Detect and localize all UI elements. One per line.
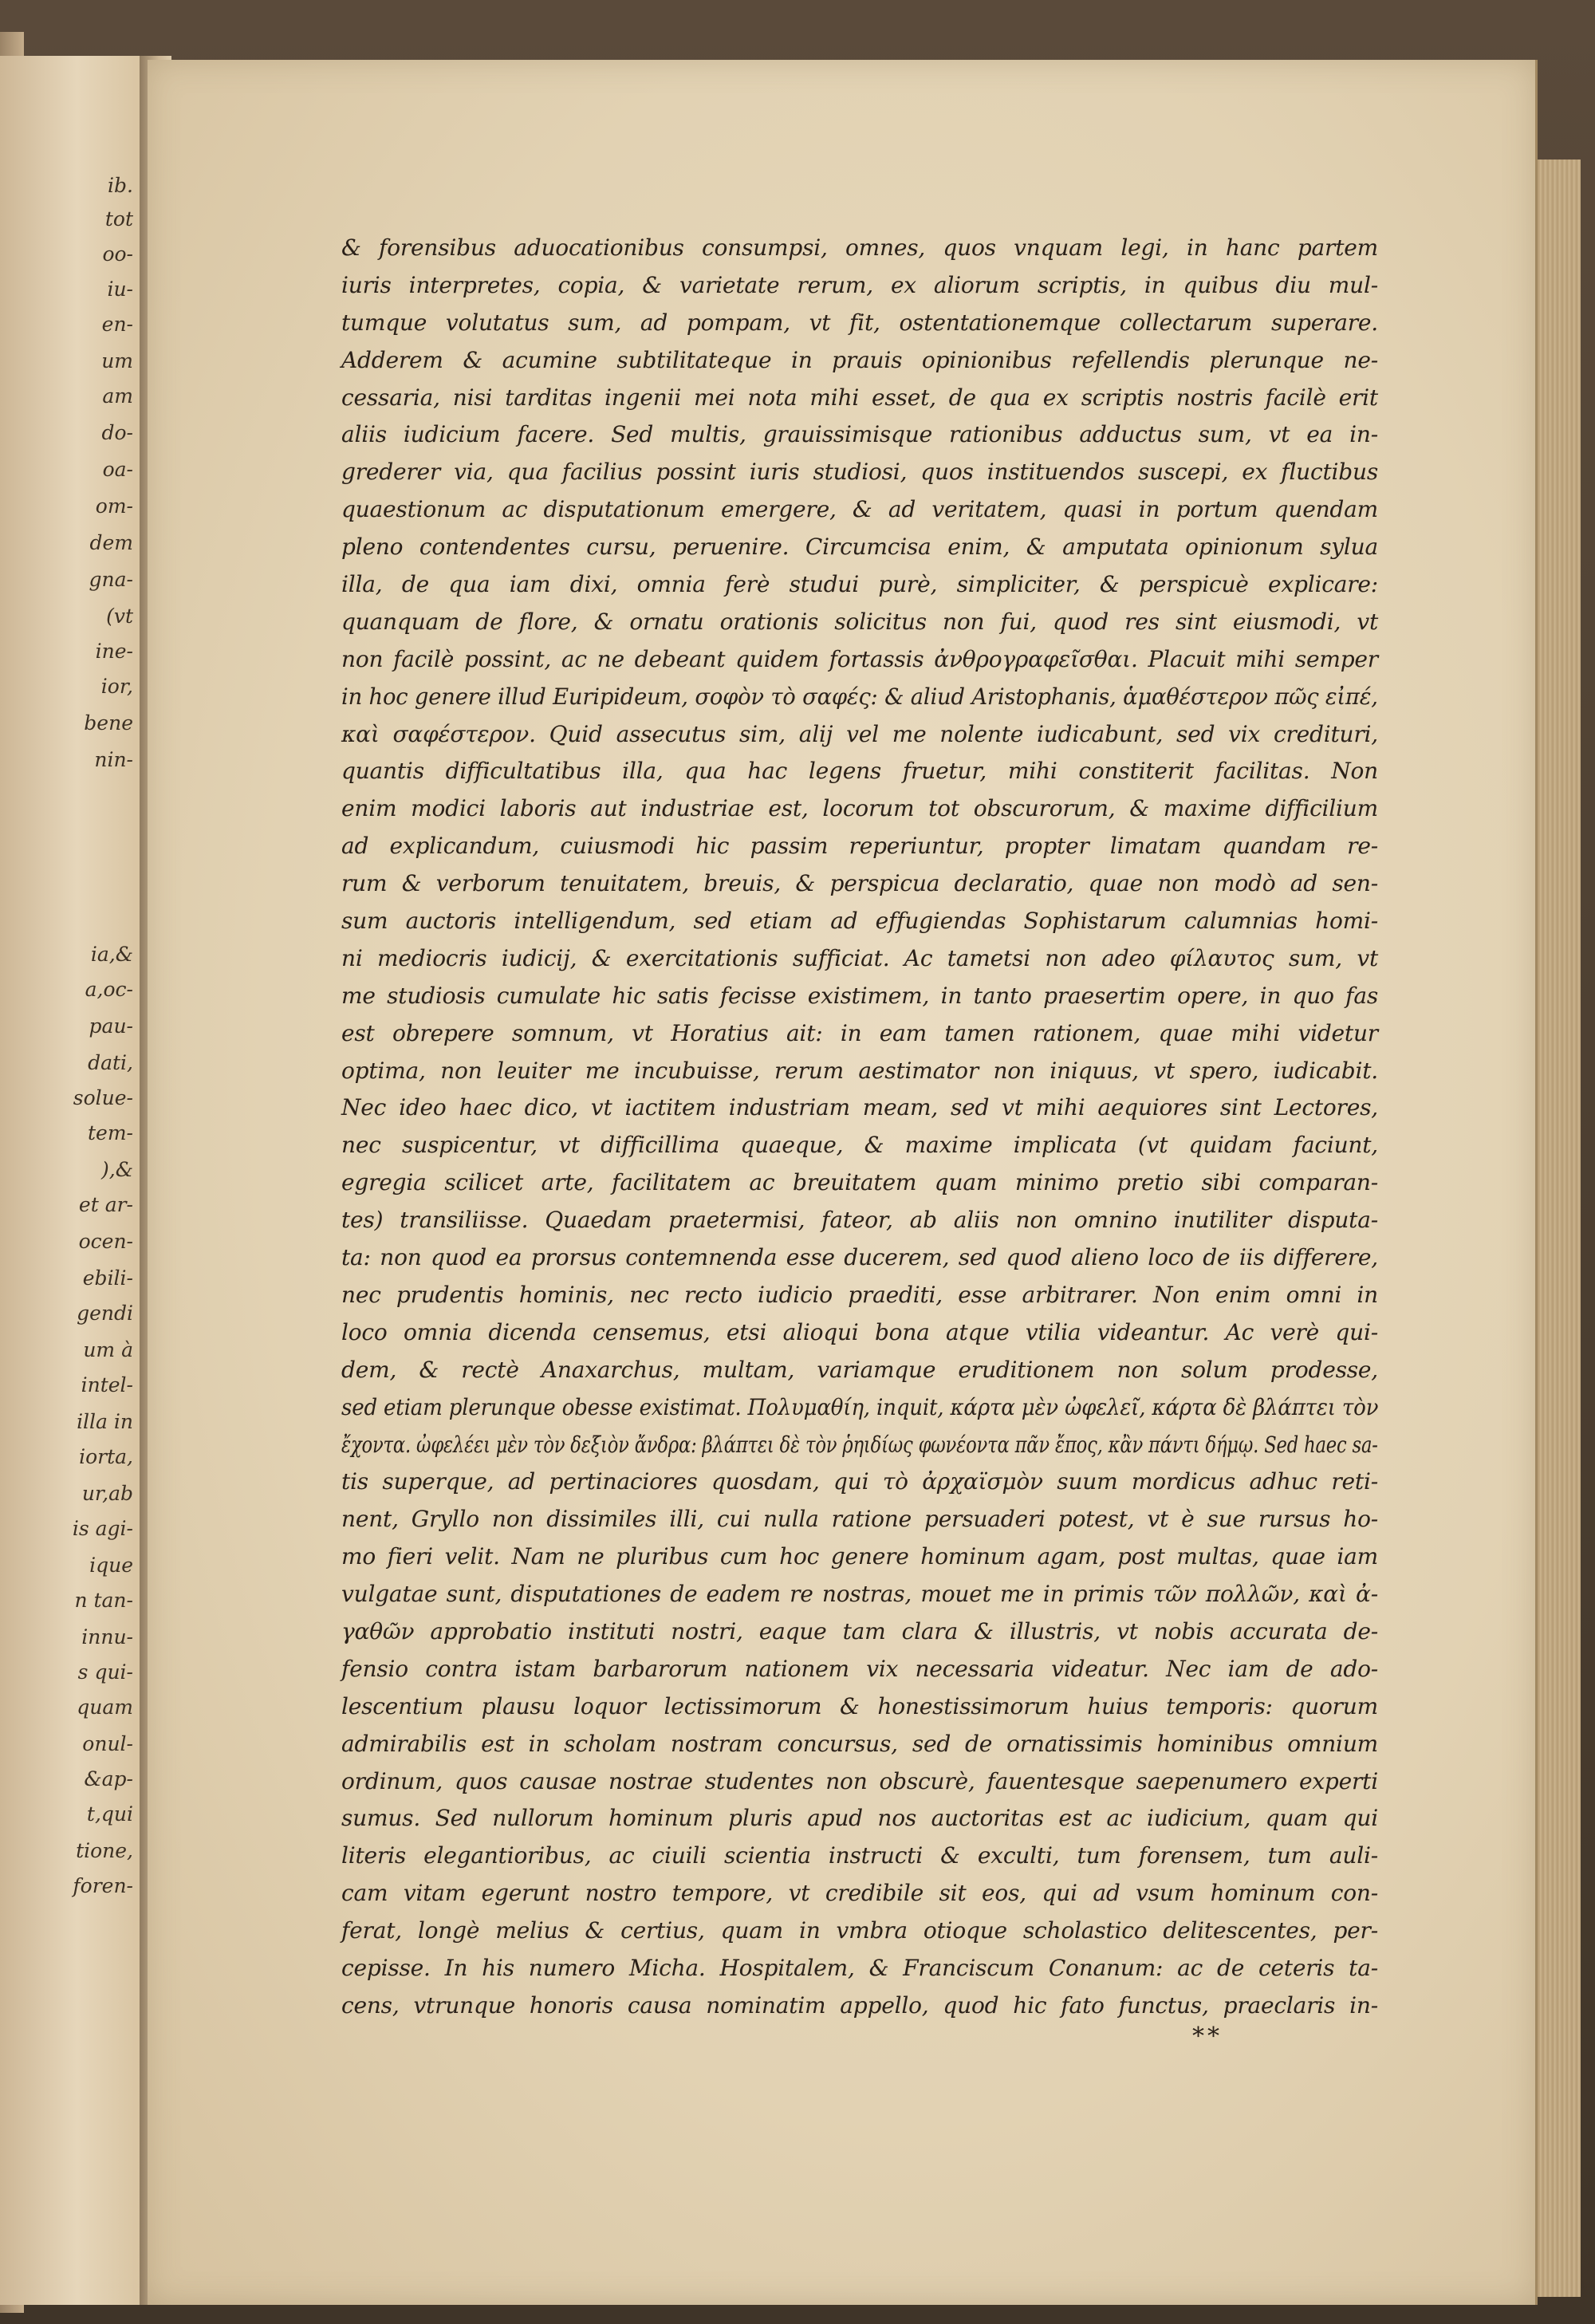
text-line: enim modici laboris aut industriae est, locorum tot obscurorum, & maxime difficilium [341, 795, 1378, 822]
text-line: quanquam de flore, & ornatu orationis solicitus non fui, quod res sint eiusmodi, vt [341, 608, 1378, 635]
text-line: sumus. Sed nullorum hominum pluris apud nos auctoritas est ac iudicium, quam qui [341, 1805, 1378, 1832]
left-page-fragment: um à [83, 1338, 133, 1361]
left-page-fragment: dem [89, 531, 133, 554]
text-line: rum & verborum tenuitatem, breuis, & perspicua declaratio, quae non modò ad sen- [341, 870, 1378, 897]
text-line: pleno contendentes cursu, peruenire. Circumcisa enim, & amputata opinionum sylua [341, 534, 1378, 561]
left-page-fragment: um [101, 349, 133, 372]
left-page-fragment: onul- [82, 1732, 133, 1755]
text-line: ἔχοντα. ὠφελέει μὲν τὸν δεξιὸν ἄνδρα: βλάπτει δὲ τὸν ῥηιδίως φωνέοντα πᾶν ἔπος, κἂν πάντι δήμῳ. Sed haec sa- [341, 1431, 1378, 1458]
left-page-fragment: pau- [89, 1014, 133, 1038]
left-page-fragment: illa in [77, 1410, 133, 1433]
left-page-fragment: solue- [73, 1086, 133, 1109]
left-page-fragment: nin- [94, 748, 133, 771]
left-page-fragment: om- [95, 494, 133, 518]
text-line: egregia scilicet arte, facilitatem ac breuitatem quam minimo pretio sibi comparan- [341, 1169, 1378, 1196]
text-line: cens, vtrunque honoris causa nominatim appello, quod hic fato functus, praeclaris in- [341, 1991, 1378, 2019]
text-line: in hoc genere illud Euripideum, σοφὸν τὸ σαφές: & aliud Aristophanis, ἁμαθέστερον πῶς εἰπέ, [341, 683, 1378, 710]
left-page-fragment: ib. [108, 174, 133, 197]
text-line: lescentium plausu loquor lectissimorum & honestissimorum huius temporis: quorum [341, 1692, 1378, 1719]
left-page-fragment: tem- [88, 1121, 133, 1144]
text-line: aliis iudicium facere. Sed multis, grauissimisque rationibus adductus sum, vt ea in- [341, 421, 1378, 448]
text-line: & forensibus aduocationibus consumpsi, omnes, quos vnquam legi, in hanc partem [341, 234, 1378, 261]
left-page-fragment: gna- [89, 568, 133, 591]
left-page-fragment: (vt [106, 605, 133, 628]
left-page-fragment: en- [101, 313, 133, 336]
text-line: ferat, longè melius & certius, quam in vmbra otioque scholastico delitescentes, per- [341, 1917, 1378, 1944]
text-line: mo fieri velit. Nam ne pluribus cum hoc genere hominum agam, post multas, quae iam [341, 1543, 1378, 1570]
text-line: tumque volutatus sum, ad pompam, vt fit, ostentationemque collectarum superare. [341, 309, 1378, 336]
left-page-fragment: ique [89, 1554, 133, 1577]
text-line: cessaria, nisi tarditas ingenii mei nota mihi esset, de qua ex scriptis nostris facilè erit [341, 384, 1378, 411]
text-line: admirabilis est in scholam nostram concursus, sed de ornatissimis hominibus omnium [341, 1730, 1378, 1757]
text-line: me studiosis cumulate hic satis fecisse existimem, in tanto praesertim opere, in quo fas [341, 982, 1378, 1009]
left-page-fragment: quam [77, 1696, 133, 1719]
left-page-fragment: am [102, 384, 133, 408]
text-line: tes) transiliisse. Quaedam praetermisi, fateor, ab aliis non omnino inutiliter disputa- [341, 1207, 1378, 1234]
left-page-fragment: oa- [102, 458, 133, 481]
text-line: γαθῶν approbatio instituti nostri, eaque tam clara & illustris, vt nobis accurata de- [341, 1617, 1378, 1645]
text-line: sum auctoris intelligendum, sed etiam ad effugiendas Sophistarum calumnias homi- [341, 908, 1378, 935]
left-page-fragment: iu- [107, 278, 133, 301]
text-line: quaestionum ac disputationum emergere, & ad veritatem, quasi in portum quendam [341, 496, 1378, 523]
text-line: optima, non leuiter me incubuisse, rerum aestimator non iniquus, vt spero, iudicabit. [341, 1057, 1378, 1084]
left-page-fragment: ocen- [78, 1230, 133, 1253]
left-page-fragment: gendi [77, 1302, 133, 1325]
catchword: ** [1192, 2023, 1223, 2050]
left-page-fragment: iorta, [79, 1445, 133, 1468]
left-facing-page [0, 56, 141, 2305]
left-page-fragment: t,qui [86, 1802, 133, 1826]
text-line: sed etiam plerunque obesse existimat. Πολυμαθίη, inquit, κάρτα μὲν ὠφελεῖ, κάρτα δὲ βλάπτει τὸν [341, 1393, 1379, 1420]
text-line: grederer via, qua facilius possint iuris studiosi, quos instituendos suscepi, ex fluctibus [341, 459, 1378, 486]
left-page-fragment: bene [84, 711, 133, 735]
text-line: loco omnia dicenda censemus, etsi alioqui bona atque vtilia videantur. Ac verè qui- [341, 1318, 1378, 1345]
text-line: tis superque, ad pertinaciores quosdam, qui τὸ ἀρχαϊσμὸν suum mordicus adhuc reti- [341, 1468, 1378, 1495]
text-line: Adderem & acumine subtilitateque in prauis opinionibus refellendis plerunque ne- [341, 346, 1378, 373]
left-page-fragment: innu- [81, 1625, 133, 1648]
left-page-fragment: n tan- [74, 1589, 133, 1612]
text-line: ta: non quod ea prorsus contemnenda esse ducerem, sed quod alieno loco de iis differere, [341, 1244, 1378, 1271]
left-page-fragment: ior, [100, 675, 133, 698]
left-page-fragment: tione, [76, 1839, 133, 1862]
left-page-fragment: a,oc- [85, 978, 133, 1001]
body-text [341, 230, 1378, 2025]
left-page-fragment: ),& [101, 1158, 133, 1181]
text-line: nent, Gryllo non dissimiles illi, cui nulla ratione persuaderi potest, vt è sue rursus ho- [341, 1506, 1378, 1533]
text-line: est obrepere somnum, vt Horatius ait: in eam tamen rationem, quae mihi videtur [341, 1019, 1378, 1046]
text-line: Nec ideo haec dico, vt iactitem industriam meam, sed vt mihi aequiores sint Lectores, [341, 1094, 1378, 1121]
left-page-fragment: tot [104, 207, 133, 230]
text-line: cam vitam egerunt nostro tempore, vt credibile sit eos, qui ad vsum hominum con- [341, 1880, 1378, 1907]
left-page-fragment: et ar- [78, 1193, 133, 1216]
left-page-fragment: ia,& [90, 943, 133, 966]
text-line: iuris interpretes, copia, & varietate rerum, ex aliorum scriptis, in quibus diu mul- [341, 271, 1378, 298]
left-page-fragment: ebili- [82, 1266, 133, 1290]
text-line: vulgatae sunt, disputationes de eadem re nostras, mouet me in primis τῶν πολλῶν, καὶ ἀ- [341, 1581, 1378, 1608]
text-line: fensio contra istam barbarorum nationem vix necessaria videatur. Nec iam de ado- [341, 1655, 1378, 1682]
text-line: literis elegantioribus, ac ciuili scientia instructi & exculti, tum forensem, tum auli- [341, 1842, 1378, 1869]
left-page-fragment: is agi- [72, 1517, 133, 1540]
left-page-fragment: foren- [73, 1874, 133, 1897]
left-page-fragment: dati, [88, 1051, 133, 1074]
left-page-fragment: s qui- [77, 1660, 133, 1684]
text-line: non facilè possint, ac ne debeant quidem fortassis ἀνθρογραφεῖσθαι. Placuit mihi semper [341, 645, 1378, 672]
text-line: ordinum, quos causae nostrae studentes non obscurè, fauentesque saepenumero experti [341, 1767, 1378, 1794]
left-page-fragment: &ap- [84, 1767, 133, 1790]
text-line: cepisse. In his numero Micha. Hospitalem, & Franciscum Conanum: ac de ceteris ta- [341, 1954, 1378, 1981]
text-line: quantis difficultatibus illa, qua hac legens fruetur, mihi constiterit facilitas. Non [341, 758, 1378, 785]
left-page-fragment: do- [101, 421, 133, 444]
text-line: nec prudentis hominis, nec recto iudicio praediti, esse arbitrarer. Non enim omni in [341, 1281, 1378, 1308]
left-page-fragment: ur,ab [81, 1482, 133, 1505]
text-line: dem, & rectè Anaxarchus, multam, variamque eruditionem non solum prodesse, [341, 1356, 1378, 1383]
text-line: ni mediocris iudicij, & exercitationis sufficiat. Ac tametsi non adeo φίλαυτος sum, vt [341, 944, 1378, 971]
text-line: καὶ σαφέστερον. Quid assecutus sim, alij vel me nolente iudicabunt, sed vix credituri, [341, 720, 1378, 747]
text-line: ad explicandum, cuiusmodi hic passim reperiuntur, propter limatam quandam re- [341, 833, 1378, 860]
text-line: illa, de qua iam dixi, omnia ferè studui purè, simpliciter, & perspicuè explicare: [341, 571, 1378, 598]
text-line: nec suspicentur, vt difficillima quaeque, & maxime implicata (vt quidam faciunt, [341, 1132, 1378, 1159]
left-page-fragment: intel- [81, 1373, 133, 1396]
left-page-fragment: ine- [95, 640, 133, 663]
left-page-fragment: oo- [102, 242, 133, 266]
